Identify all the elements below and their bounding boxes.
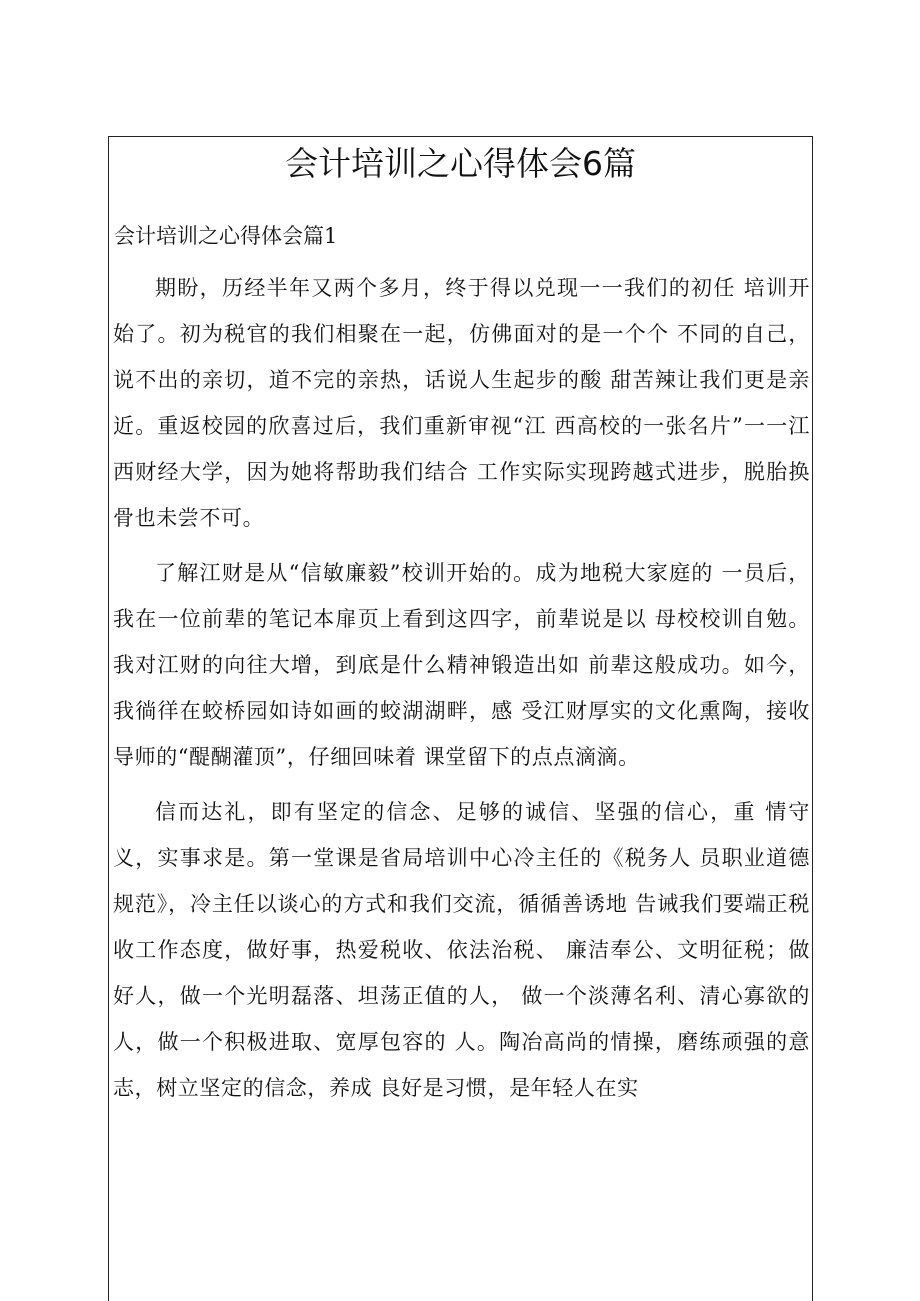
document-frame <box>108 136 813 1301</box>
paragraph-3: 信而达礼，即有坚定的信念、足够的诚信、坚强的信心，重 情守义，实事求是。第一堂课是省局培训中心冷主任的《税务人 员职业道德规范》，冷主任以谈心的方式和我们交流，循循善诱地 告诫我们要端正税收工作态度，做好事，热爱税收、依法治税、 廉洁奉公、文明征税；做好人，做一个光明磊落、坦荡正值的人， 做一个淡薄名利、清心寡欲的人，做一个积极进取、宽厚包容的 人。陶冶高尚的情操，磨练顽强的意志，树立坚定的信念，养成 良好是习惯，是年轻人在实 <box>113 800 810 1100</box>
paragraph-2: 了解江财是从“信敏廉毅”校训开始的。成为地税大家庭的 一员后，我在一位前辈的笔记本扉页上看到这四字，前辈说是以 母校校训自勉。我对江财的向往大增，到底是什么精神锻造出如 前辈这般成功。如今，我徜徉在蛟桥园如诗如画的蛟湖湖畔，感 受江财厚实的文化熏陶，接收导师的“醍醐灌顶”，仔细回味着 课堂留下的点点滴滴。 <box>113 561 810 769</box>
section-heading: 会计培训之心得体会篇1 <box>114 224 338 248</box>
document-title: 会计培训之心得体会6篇 <box>285 144 636 183</box>
paragraph-1: 期盼，历经半年又两个多月，终于得以兑现一一我们的初任 培训开始了。初为税官的我们相聚在一起，仿佛面对的是一个个 不同的自己，说不出的亲切，道不完的亲热，话说人生起步的酸 甜苦辣让我们更是亲近。重返校园的欣喜过后，我们重新审视“江 西高校的一张名片”一一江西财经大学，因为她将帮助我们结合 工作实际实现跨越式进步，脱胎换骨也未尝不可。 <box>113 276 810 530</box>
document-body <box>113 265 810 1120</box>
